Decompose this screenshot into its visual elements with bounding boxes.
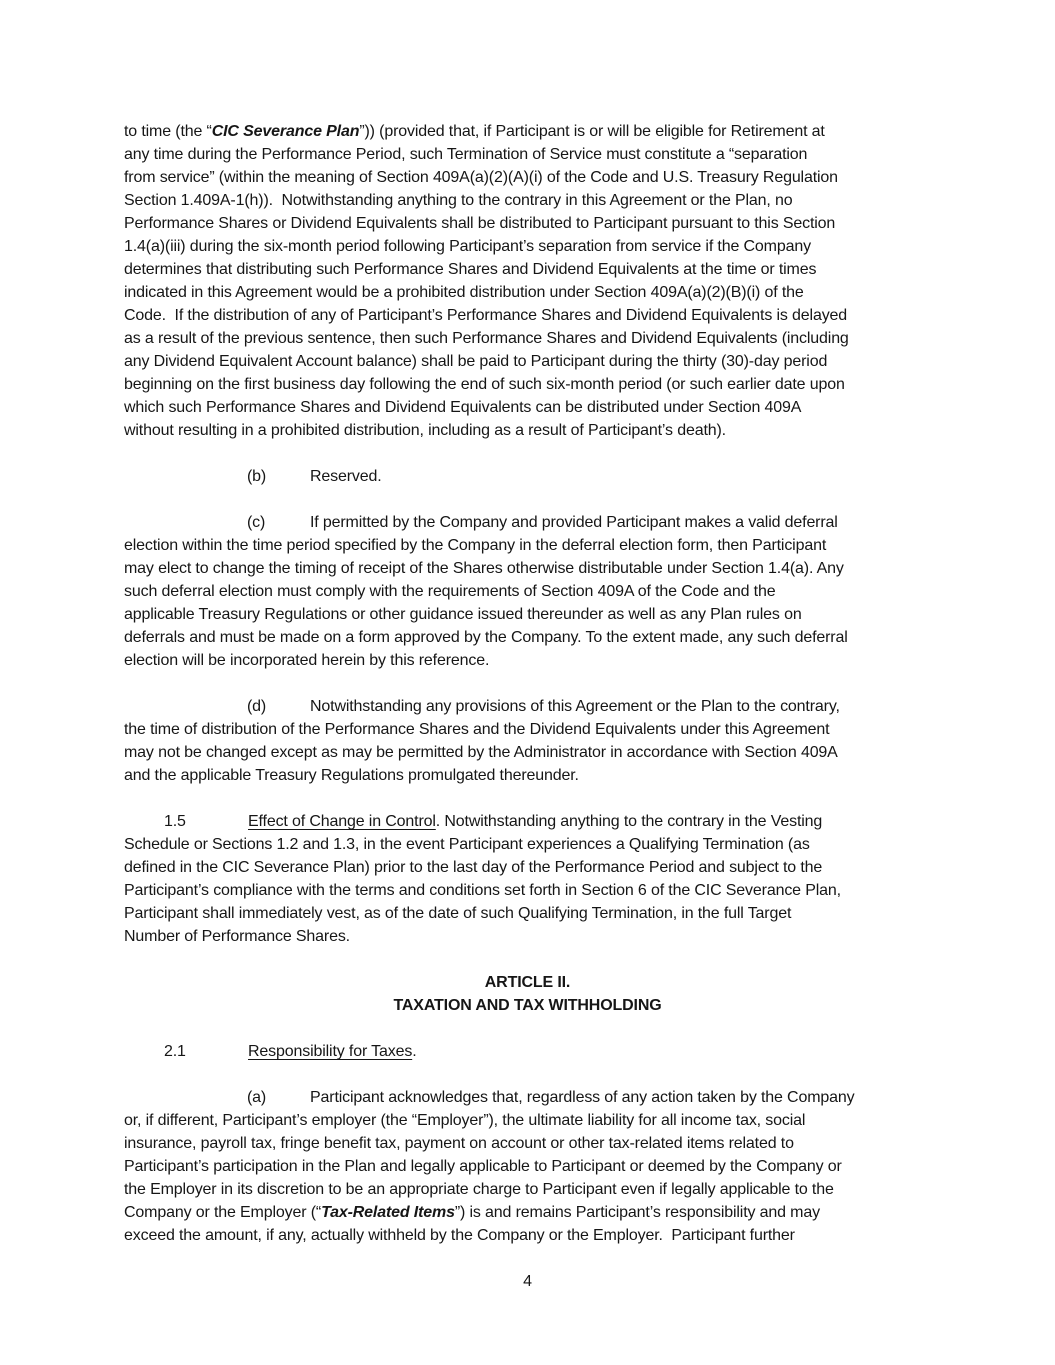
text-segment: or, if different, Participant’s employer (the “Employer”), the ultimate liability for all income tax, social: [124, 1112, 806, 1129]
text-segment: Tax-Related Items: [321, 1204, 455, 1221]
text-line: [124, 856, 931, 879]
text-line: [124, 810, 931, 833]
text-line: [124, 465, 931, 488]
text-segment: Reserved.: [310, 468, 382, 485]
text-line: [124, 925, 931, 948]
text-line: [124, 189, 931, 212]
paragraph-label: (c): [247, 514, 266, 531]
text-segment: CIC Severance Plan: [211, 123, 360, 140]
text-segment: exceed the amount, if any, actually withheld by the Company or the Employer. Participant further: [124, 1227, 795, 1244]
text-segment: Schedule or Sections 1.2 and 1.3, in the event Participant experiences a Qualifying Termination (as: [124, 836, 810, 853]
text-line: [124, 350, 931, 373]
text-line: [124, 1086, 931, 1109]
text-segment: Participant shall immediately vest, as of the date of such Qualifying Termination, in the full Target: [124, 905, 792, 922]
text-segment: may elect to change the timing of receipt of the Shares otherwise distributable under Section 1.4(a). Any: [124, 560, 844, 577]
text-segment: Number of Performance Shares.: [124, 928, 350, 945]
text-line: [124, 649, 931, 672]
text-segment: the time of distribution of the Performance Shares and the Dividend Equivalents under this Agreement: [124, 721, 830, 738]
paragraph: [124, 810, 931, 948]
text-line: [124, 1224, 931, 1247]
text-segment: ”) is and remains Participant’s responsibility and may: [454, 1204, 820, 1221]
text-segment: and the applicable Treasury Regulations promulgated thereunder.: [124, 767, 579, 784]
text-line: [124, 971, 931, 994]
text-line: [124, 120, 931, 143]
text-segment: 1.4(a)(iii) during the six-month period following Participant’s separation from service if the Company: [124, 238, 811, 255]
text-segment: Company or the Employer (“: [124, 1204, 322, 1221]
text-line: [124, 902, 931, 925]
text-line: [124, 718, 931, 741]
text-line: [124, 281, 931, 304]
text-line: [124, 741, 931, 764]
text-line: [124, 833, 931, 856]
text-line: [124, 1132, 931, 1155]
paragraph: [124, 695, 931, 787]
text-segment: Effect of Change in Control: [248, 813, 436, 830]
text-segment: without resulting in a prohibited distribution, including as a result of Participant’s death).: [124, 422, 726, 439]
text-segment: which such Performance Shares and Dividend Equivalents can be distributed under Section 409A: [124, 399, 802, 416]
text-line: [124, 764, 931, 787]
text-line: [124, 143, 931, 166]
text-line: [124, 879, 931, 902]
text-line: [124, 1155, 931, 1178]
text-line: [124, 212, 931, 235]
text-segment: Section 1.409A-1(h)). Notwithstanding anything to the contrary in this Agreement or the Plan, no: [124, 192, 793, 209]
text-line: [124, 994, 931, 1017]
text-line: [124, 373, 931, 396]
text-line: [124, 1201, 931, 1224]
text-segment: the Employer in its discretion to be an appropriate charge to Participant even if legally applicable to the: [124, 1181, 834, 1198]
text-segment: from service” (within the meaning of Section 409A(a)(2)(A)(i) of the Code and U.S. Treasury Regulation: [124, 169, 838, 186]
text-line: [124, 603, 931, 626]
text-line: [124, 327, 931, 350]
text-segment: If permitted by the Company and provided Participant makes a valid deferral: [310, 514, 838, 531]
paragraph-label: 2.1: [164, 1043, 186, 1060]
text-line: [124, 1109, 931, 1132]
text-line: [124, 511, 931, 534]
text-segment: deferrals and must be made on a form approved by the Company. To the extent made, any such deferral: [124, 629, 848, 646]
text-segment: ”)) (provided that, if Participant is or will be eligible for Retirement at: [359, 123, 825, 140]
text-segment: may not be changed except as may be permitted by the Administrator in accordance with Section 409A: [124, 744, 838, 761]
text-segment: determines that distributing such Performance Shares and Dividend Equivalents at the time or times: [124, 261, 817, 278]
paragraph: [124, 971, 931, 1017]
text-segment: as a result of the previous sentence, then such Performance Shares and Dividend Equivalents (including: [124, 330, 849, 347]
paragraph-label: 1.5: [164, 813, 186, 830]
text-segment: Participant acknowledges that, regardless of any action taken by the Company: [310, 1089, 855, 1106]
paragraph: [124, 1040, 931, 1063]
text-segment: to time (the “: [124, 123, 212, 140]
text-segment: ARTICLE II.: [484, 974, 571, 991]
text-line: [124, 557, 931, 580]
text-segment: election within the time period specified by the Company in the deferral election form, then Participant: [124, 537, 827, 554]
text-line: [124, 235, 931, 258]
text-segment: any time during the Performance Period, such Termination of Service must constitute a “separation: [124, 146, 808, 163]
text-segment: . Notwithstanding anything to the contrary in the Vesting: [435, 813, 823, 830]
text-segment: such deferral election must comply with the requirements of Section 409A of the Code and the: [124, 583, 776, 600]
text-line: [124, 258, 931, 281]
text-line: [124, 695, 931, 718]
text-segment: applicable Treasury Regulations or other guidance issued thereunder as well as any Plan rules on: [124, 606, 802, 623]
paragraph-label: (a): [247, 1089, 267, 1106]
text-segment: election will be incorporated herein by this reference.: [124, 652, 490, 669]
text-segment: any Dividend Equivalent Account balance) shall be paid to Participant during the thirty (30)-day period: [124, 353, 828, 370]
text-line: [124, 1178, 931, 1201]
text-line: [124, 419, 931, 442]
text-line: [124, 304, 931, 327]
paragraph-label: (b): [247, 468, 267, 485]
text-segment: Notwithstanding any provisions of this Agreement or the Plan to the contrary,: [310, 698, 840, 715]
text-segment: beginning on the first business day following the end of such six-month period (or such earlier date upon: [124, 376, 845, 393]
paragraph: [124, 465, 931, 488]
paragraph: [124, 1086, 931, 1247]
text-line: [124, 1040, 931, 1063]
paragraph-label: (d): [247, 698, 267, 715]
page-body: [124, 120, 931, 1247]
text-segment: Performance Shares or Dividend Equivalents shall be distributed to Participant pursuant to this Section: [124, 215, 836, 232]
paragraph: [124, 511, 931, 672]
paragraph: [124, 120, 931, 442]
text-line: [124, 580, 931, 603]
text-segment: Code. If the distribution of any of Participant’s Performance Shares and Dividend Equivalents is delayed: [124, 307, 848, 324]
text-segment: Participant’s participation in the Plan and legally applicable to Participant or deemed by the Company or: [124, 1158, 842, 1175]
text-segment: insurance, payroll tax, fringe benefit tax, payment on account or other tax-related items related to: [124, 1135, 794, 1152]
text-line: [124, 166, 931, 189]
text-segment: .: [412, 1043, 417, 1060]
text-segment: Participant’s compliance with the terms and conditions set forth in Section 6 of the CIC Severance Plan,: [124, 882, 841, 899]
text-segment: TAXATION AND TAX WITHHOLDING: [393, 997, 662, 1014]
text-segment: indicated in this Agreement would be a prohibited distribution under Section 409A(a)(2)(B)(i) of the: [124, 284, 804, 301]
text-line: [124, 626, 931, 649]
text-line: [124, 534, 931, 557]
text-segment: defined in the CIC Severance Plan) prior to the last day of the Performance Period and subject to the: [124, 859, 823, 876]
text-line: [124, 396, 931, 419]
text-segment: Responsibility for Taxes: [248, 1043, 413, 1060]
page-number: 4: [523, 1273, 532, 1290]
